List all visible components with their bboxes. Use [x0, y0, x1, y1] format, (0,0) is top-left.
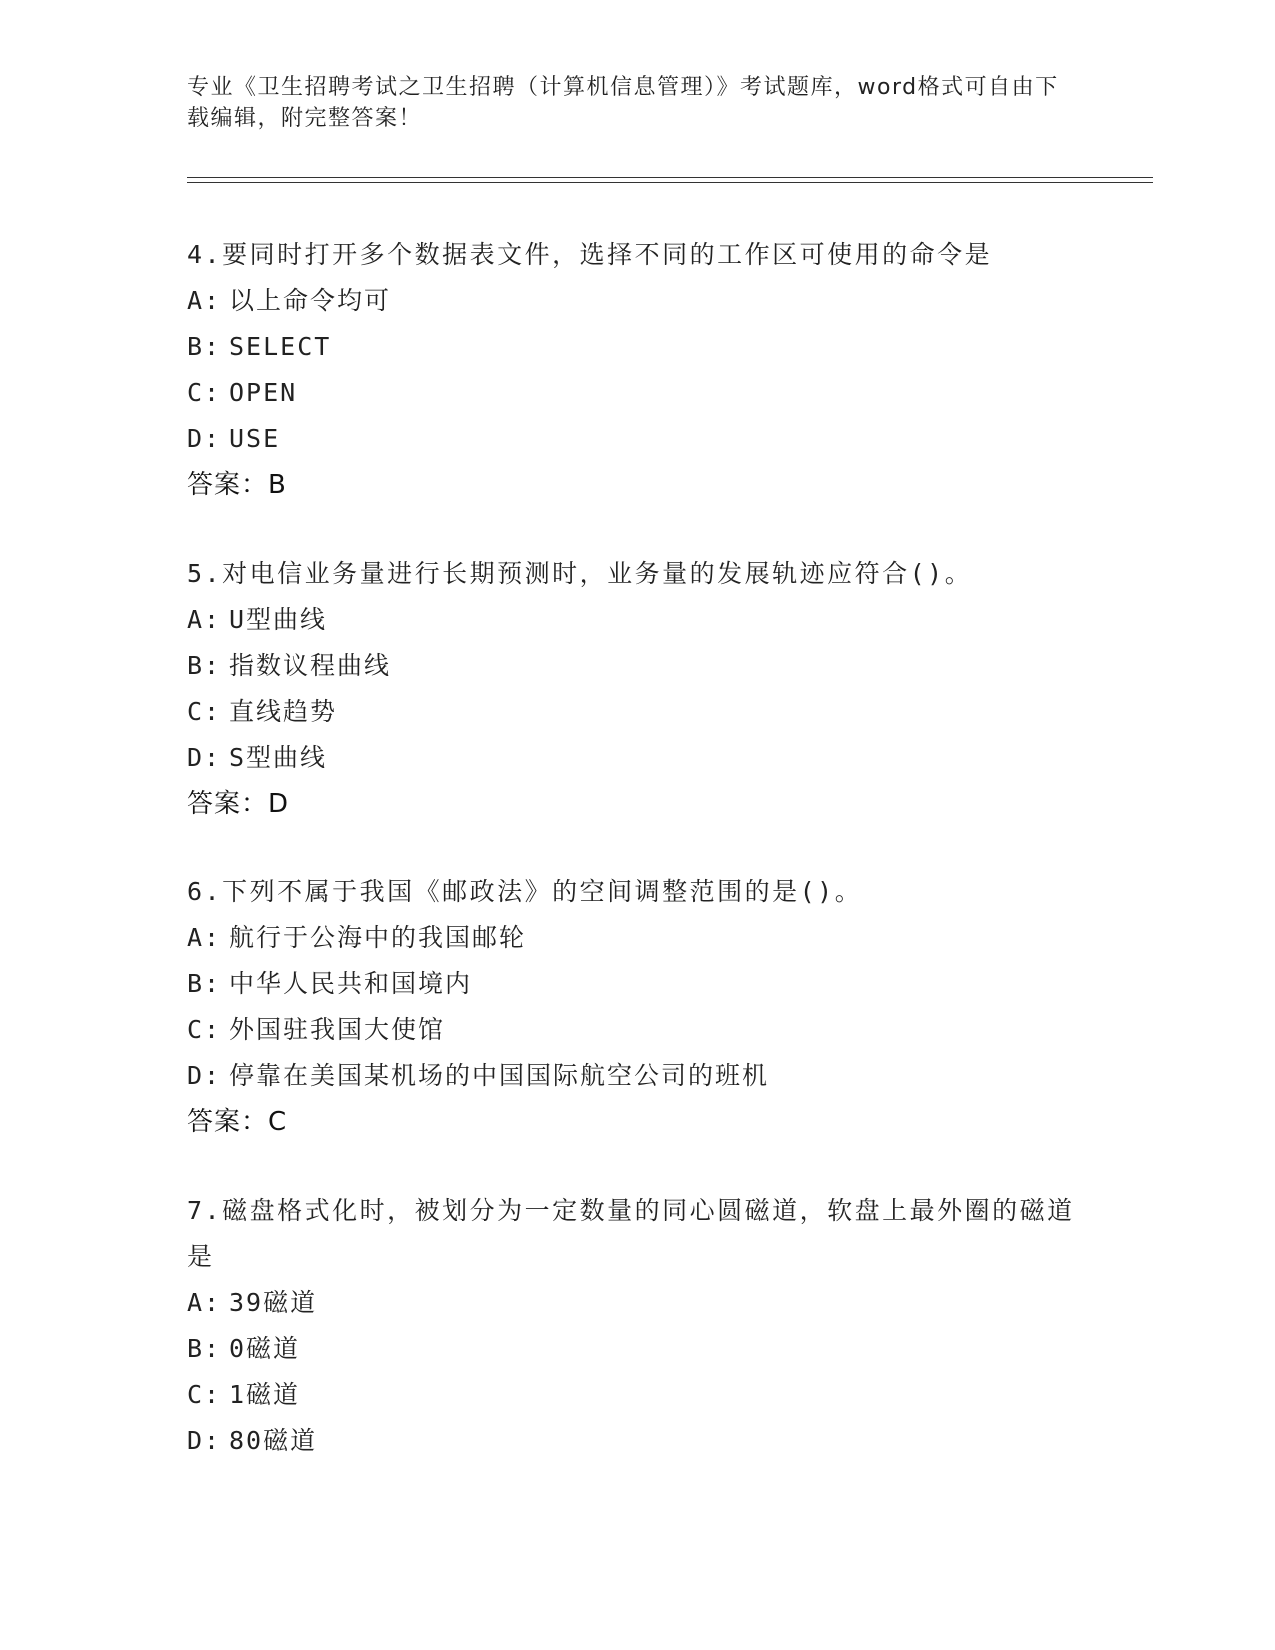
option-d	[187, 735, 1087, 781]
header-divider-top	[187, 177, 1153, 178]
header-divider-bottom	[187, 182, 1153, 183]
option-letter: A:	[187, 605, 222, 634]
option-letter: A:	[187, 923, 222, 952]
option-a	[187, 915, 1087, 961]
option-a	[187, 597, 1087, 643]
option-b	[187, 643, 1087, 689]
option-letter: C:	[187, 697, 222, 726]
option-text: 航行于公海中的我国邮轮	[229, 923, 527, 952]
answer-line: 答案：C	[187, 1107, 288, 1137]
option-letter: A:	[187, 286, 222, 315]
option-letter: C:	[187, 378, 222, 407]
option-letter: B:	[187, 1334, 222, 1363]
question-text: 6.下列不属于我国《邮政法》的空间调整范围的是()。	[187, 877, 863, 906]
question-text: 4.要同时打开多个数据表文件，选择不同的工作区可使用的命令是	[187, 240, 993, 269]
option-text: 直线趋势	[229, 697, 338, 726]
option-letter: B:	[187, 651, 222, 680]
option-letter: B:	[187, 332, 222, 361]
option-b	[187, 1326, 1087, 1372]
option-letter: B:	[187, 969, 222, 998]
option-a	[187, 1280, 1087, 1326]
option-a	[187, 278, 1087, 324]
option-letter: C:	[187, 1015, 222, 1044]
option-letter: D:	[187, 1426, 222, 1455]
option-c	[187, 1372, 1087, 1418]
option-text: 外国驻我国大使馆	[229, 1015, 446, 1044]
option-text: 停靠在美国某机场的中国国际航空公司的班机	[229, 1061, 770, 1090]
question-block	[187, 232, 1087, 508]
question-block	[187, 869, 1087, 1145]
option-text: 39磁道	[229, 1288, 318, 1317]
option-letter: C:	[187, 1380, 222, 1409]
option-text: 0磁道	[229, 1334, 301, 1363]
option-text: USE	[229, 424, 281, 453]
document-header: 专业《卫生招聘考试之卫生招聘（计算机信息管理）》考试题库，word格式可自由下载编辑，附完整答案！	[187, 75, 1059, 131]
option-d	[187, 1418, 1087, 1464]
option-text: 指数议程曲线	[229, 651, 392, 680]
option-text: 80磁道	[229, 1426, 318, 1455]
option-c	[187, 689, 1087, 735]
option-letter: D:	[187, 743, 222, 772]
option-b	[187, 961, 1087, 1007]
option-text: U型曲线	[229, 605, 328, 634]
answer-line: 答案：D	[187, 789, 290, 819]
option-text: 中华人民共和国境内	[229, 969, 473, 998]
question-text: 5.对电信业务量进行长期预测时，业务量的发展轨迹应符合()。	[187, 559, 973, 588]
option-letter: D:	[187, 1061, 222, 1090]
answer-line: 答案：B	[187, 470, 287, 500]
option-text: S型曲线	[229, 743, 328, 772]
question-block	[187, 551, 1087, 827]
option-text: OPEN	[229, 378, 298, 407]
option-letter: A:	[187, 1288, 222, 1317]
option-text: SELECT	[229, 332, 332, 361]
option-c	[187, 370, 1087, 416]
question-block	[187, 1188, 1087, 1464]
option-text: 1磁道	[229, 1380, 301, 1409]
option-letter: D:	[187, 424, 222, 453]
option-d	[187, 1053, 1087, 1099]
option-b	[187, 324, 1087, 370]
option-text: 以上命令均可	[229, 286, 392, 315]
option-d	[187, 416, 1087, 462]
question-text: 7.磁盘格式化时，被划分为一定数量的同心圆磁道，软盘上最外圈的磁道是	[187, 1196, 1075, 1271]
option-c	[187, 1007, 1087, 1053]
